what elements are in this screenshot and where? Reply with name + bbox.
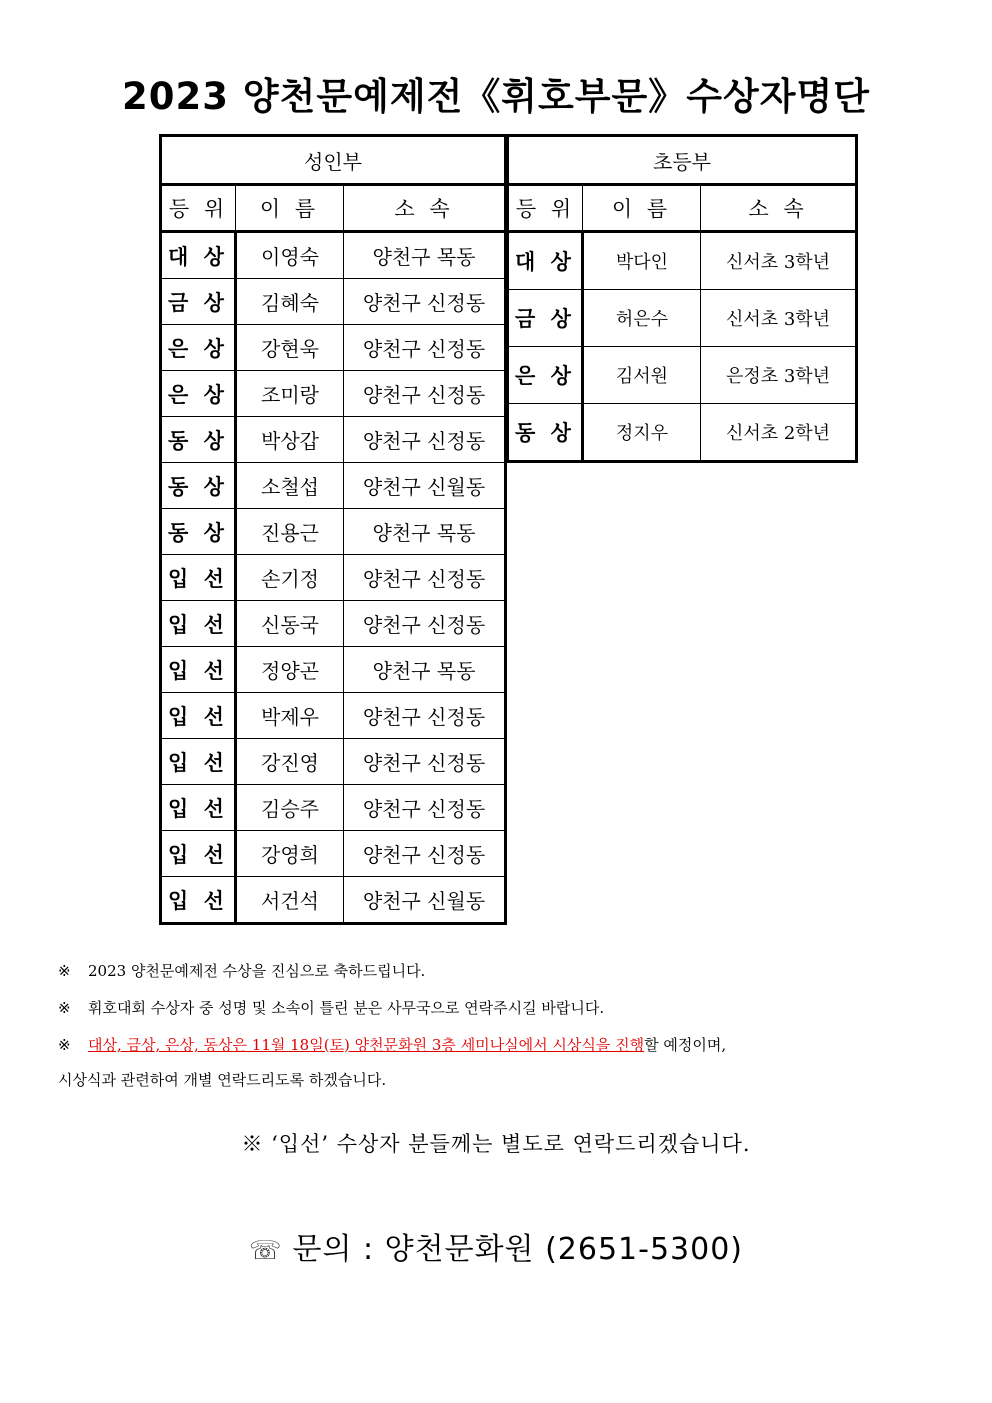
contact-text: 문의 : 양천문화원 (2651-5300): [292, 1232, 744, 1267]
adult-section-title: 성인부: [161, 136, 506, 185]
child-rank-cell: 대 상: [508, 232, 583, 290]
telephone-icon: ☏: [248, 1236, 283, 1266]
adult-table-row: [161, 279, 506, 325]
adult-table-row: [161, 647, 506, 693]
adult-name-cell: 강현욱: [236, 325, 344, 371]
note-correction: [58, 997, 604, 1018]
adult-name-cell: 강영희: [236, 831, 344, 877]
adult-affiliation-cell: 양천구 신정동: [344, 739, 506, 785]
adult-affiliation-cell: 양천구 목동: [344, 509, 506, 555]
note-ceremony: [58, 1034, 726, 1055]
child-table-row: [508, 290, 857, 347]
note-congratulations: [58, 960, 425, 981]
adult-rank-cell: 은 상: [161, 325, 236, 371]
child-affiliation-cell: 신서초 3학년: [701, 232, 857, 290]
child-header-name: 이 름: [583, 185, 701, 232]
adult-affiliation-cell: 양천구 신정동: [344, 785, 506, 831]
child-header-affiliation: 소 속: [701, 185, 857, 232]
adult-name-cell: 박상갑: [236, 417, 344, 463]
child-table-row: [508, 232, 857, 290]
adult-table-row: [161, 601, 506, 647]
note-contact-individual: 시상식과 관련하여 개별 연락드리도록 하겠습니다.: [58, 1071, 387, 1089]
adult-table-row: [161, 463, 506, 509]
adult-affiliation-cell: 양천구 신정동: [344, 601, 506, 647]
adult-name-cell: 진용근: [236, 509, 344, 555]
adult-section-row: [161, 136, 506, 185]
adult-rank-cell: 동 상: [161, 417, 236, 463]
note-line-2: 휘호대회 수상자 중 성명 및 소속이 틀린 분은 사무국으로 연락주시길 바랍니다.: [88, 999, 605, 1017]
adult-table-row: [161, 785, 506, 831]
adult-rank-cell: 입 선: [161, 877, 236, 924]
adult-rank-cell: 대 상: [161, 232, 236, 279]
adult-affiliation-cell: 양천구 목동: [344, 232, 506, 279]
adult-name-cell: 박제우: [236, 693, 344, 739]
child-affiliation-cell: 신서초 3학년: [701, 290, 857, 347]
contact-line: [0, 1224, 992, 1268]
adult-rank-cell: 입 선: [161, 601, 236, 647]
adult-rank-cell: 동 상: [161, 463, 236, 509]
adult-name-cell: 서건석: [236, 877, 344, 924]
child-affiliation-cell: 신서초 2학년: [701, 404, 857, 462]
adult-table-row: [161, 693, 506, 739]
adult-name-cell: 정양곤: [236, 647, 344, 693]
adult-affiliation-cell: 양천구 신정동: [344, 693, 506, 739]
adult-name-cell: 김혜숙: [236, 279, 344, 325]
adult-affiliation-cell: 양천구 신정동: [344, 831, 506, 877]
adult-name-cell: 김승주: [236, 785, 344, 831]
adult-table-row: [161, 417, 506, 463]
adult-affiliation-cell: 양천구 신정동: [344, 417, 506, 463]
adult-table-row: [161, 232, 506, 279]
adult-table-row: [161, 325, 506, 371]
child-name-cell: 박다인: [583, 232, 701, 290]
adult-affiliation-cell: 양천구 신월동: [344, 877, 506, 924]
adult-affiliation-cell: 양천구 신월동: [344, 463, 506, 509]
adult-name-cell: 이영숙: [236, 232, 344, 279]
adult-award-table: [159, 134, 507, 925]
adult-table-row: [161, 509, 506, 555]
child-rank-cell: 금 상: [508, 290, 583, 347]
adult-table-row: [161, 555, 506, 601]
adult-rank-cell: 입 선: [161, 739, 236, 785]
adult-header-row: [161, 185, 506, 232]
adult-name-cell: 신동국: [236, 601, 344, 647]
adult-affiliation-cell: 양천구 신정동: [344, 325, 506, 371]
note-mark: ※: [58, 962, 71, 980]
note-mark: ※: [58, 1036, 71, 1054]
adult-name-cell: 소철섭: [236, 463, 344, 509]
note-mark: ※: [58, 999, 71, 1017]
adult-name-cell: 강진영: [236, 739, 344, 785]
child-award-table: [506, 134, 858, 463]
child-section-row: [508, 136, 857, 185]
page-title: 2023 양천문예제전《휘호부문》수상자명단: [122, 75, 870, 118]
child-section-title: 초등부: [508, 136, 857, 185]
adult-header-affiliation: 소 속: [344, 185, 506, 232]
adult-rank-cell: 입 선: [161, 647, 236, 693]
child-rank-cell: 은 상: [508, 347, 583, 404]
child-header-row: [508, 185, 857, 232]
adult-rank-cell: 입 선: [161, 693, 236, 739]
child-table-row: [508, 347, 857, 404]
adult-name-cell: 조미랑: [236, 371, 344, 417]
adult-rank-cell: 은 상: [161, 371, 236, 417]
adult-affiliation-cell: 양천구 목동: [344, 647, 506, 693]
adult-affiliation-cell: 양천구 신정동: [344, 279, 506, 325]
note-ceremony-rest: 할 예정이며,: [644, 1036, 727, 1054]
adult-table-row: [161, 831, 506, 877]
adult-table-row: [161, 371, 506, 417]
child-name-cell: 허은수: [583, 290, 701, 347]
note-line-1: 2023 양천문예제전 수상을 진심으로 축하드립니다.: [88, 962, 426, 980]
adult-rank-cell: 금 상: [161, 279, 236, 325]
note-ceremony-highlight: 대상, 금상, 은상, 동상은 11월 18일(토) 양천문화원 3층 세미나실에서 시상식을 진행: [88, 1036, 645, 1054]
adult-affiliation-cell: 양천구 신정동: [344, 371, 506, 417]
honorable-mention-note: ※ ‘입선’ 수상자 분들께는 별도로 연락드리겠습니다.: [241, 1132, 751, 1156]
adult-header-name: 이 름: [236, 185, 344, 232]
child-affiliation-cell: 은정초 3학년: [701, 347, 857, 404]
adult-rank-cell: 입 선: [161, 831, 236, 877]
child-name-cell: 김서원: [583, 347, 701, 404]
child-rank-cell: 동 상: [508, 404, 583, 462]
child-table-row: [508, 404, 857, 462]
child-header-rank: 등 위: [508, 185, 583, 232]
adult-rank-cell: 입 선: [161, 785, 236, 831]
adult-header-rank: 등 위: [161, 185, 236, 232]
child-name-cell: 정지우: [583, 404, 701, 462]
adult-affiliation-cell: 양천구 신정동: [344, 555, 506, 601]
adult-table-row: [161, 739, 506, 785]
adult-table-row: [161, 877, 506, 924]
adult-rank-cell: 동 상: [161, 509, 236, 555]
adult-name-cell: 손기정: [236, 555, 344, 601]
adult-rank-cell: 입 선: [161, 555, 236, 601]
